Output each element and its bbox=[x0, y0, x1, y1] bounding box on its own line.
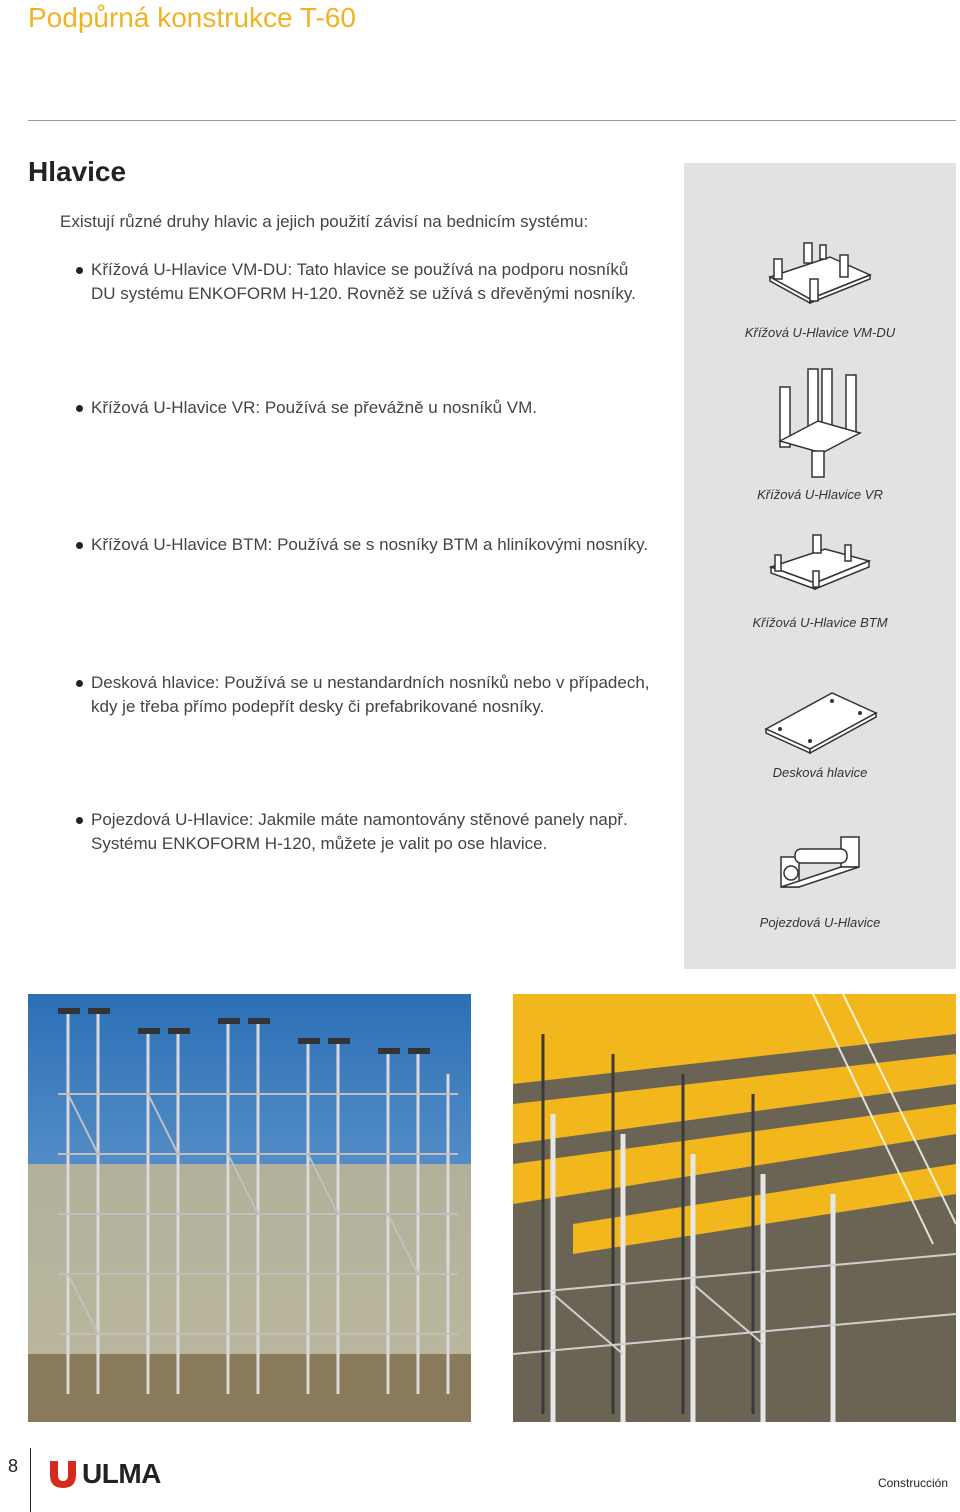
rolling-u-head-icon bbox=[684, 827, 956, 907]
logo-text: ULMA bbox=[82, 1458, 161, 1489]
bullet-line: kdy je třeba přímo podepřít desky či prefabrikované nosníky. bbox=[91, 697, 545, 716]
bullet-dot bbox=[76, 542, 83, 549]
bullet-dot bbox=[76, 405, 83, 412]
footer-divider bbox=[30, 1448, 31, 1512]
cross-u-head-vr-icon bbox=[684, 361, 956, 481]
bullet-line: Křížová U-Hlavice BTM: Používá se s nosníky BTM a hliníkovými nosníky. bbox=[91, 535, 649, 554]
page-header-title: Podpůrná konstrukce T-60 bbox=[28, 2, 356, 33]
bullet-line: Křížová U-Hlavice VR: Používá se převážně u nosníků VM. bbox=[91, 398, 537, 417]
bullet-dot bbox=[76, 680, 83, 687]
bullet-item bbox=[76, 258, 676, 306]
figure-caption: Pojezdová U-Hlavice bbox=[759, 915, 881, 930]
figure-caption: Křížová U-Hlavice VM-DU bbox=[744, 325, 896, 340]
ulma-logo bbox=[48, 1458, 161, 1490]
bullet-line: Křížová U-Hlavice VM-DU: Tato hlavice se používá na podporu nosníků bbox=[91, 260, 629, 279]
formwork-beams-photo bbox=[513, 994, 956, 1422]
figure-caption: Desková hlavice bbox=[772, 765, 868, 780]
header-divider bbox=[28, 120, 956, 121]
bullet-dot bbox=[76, 817, 83, 824]
bullet-line: Pojezdová U-Hlavice: Jakmile máte namontovány stěnové panely např. bbox=[91, 810, 628, 829]
cross-u-head-btm-icon bbox=[684, 531, 956, 601]
figure-panel bbox=[684, 163, 956, 969]
section-title: Hlavice bbox=[28, 156, 127, 187]
plate-head-icon bbox=[684, 685, 956, 765]
figure-caption: Křížová U-Hlavice BTM bbox=[752, 615, 888, 630]
page-number: 8 bbox=[7, 1456, 18, 1476]
ulma-logo-icon bbox=[48, 1459, 78, 1489]
cross-u-head-vmdu-icon bbox=[684, 237, 956, 317]
bullet-item bbox=[76, 533, 676, 557]
bullet-line: Systému ENKOFORM H-120, můžete je valit po ose hlavice. bbox=[91, 834, 548, 853]
scaffolding-towers-photo bbox=[28, 994, 471, 1422]
figure-caption: Křížová U-Hlavice VR bbox=[757, 487, 883, 502]
bullet-item bbox=[76, 808, 676, 856]
bullet-dot bbox=[76, 267, 83, 274]
bullet-line: Desková hlavice: Používá se u nestandardních nosníků nebo v případech, bbox=[91, 673, 650, 692]
intro-text: Existují různé druhy hlavic a jejich použití závisí na bednicím systému: bbox=[60, 212, 589, 231]
bullet-item bbox=[76, 671, 676, 719]
bullet-item bbox=[76, 396, 676, 420]
brand-tag: Construcción bbox=[877, 1476, 948, 1490]
bullet-line: DU systému ENKOFORM H-120. Rovněž se užívá s dřevěnými nosníky. bbox=[91, 284, 636, 303]
